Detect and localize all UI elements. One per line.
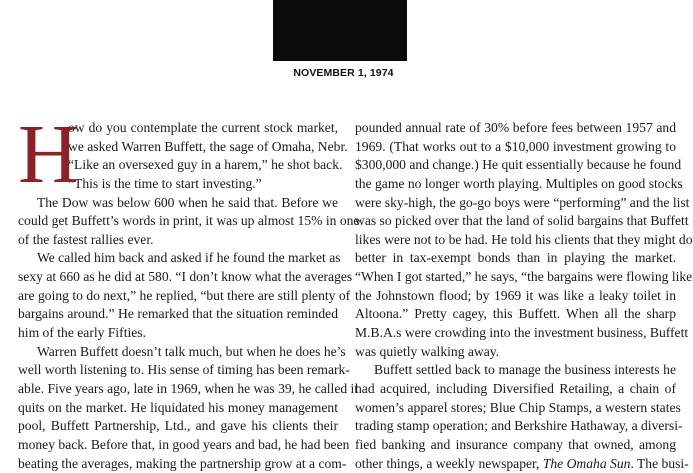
text-line: able. Five years ago, late in 1969, when he was 39, he called it [18,380,359,396]
text-line: Altoona.” Pretty cagey, this Buffett. When all the sharp [355,306,676,322]
text-line: We called him back and asked if he found the market as [37,250,341,266]
text-line: were sky-high, the go-go boys were “performing” and the list [355,194,690,210]
text-line [355,455,689,473]
text-line: Warren Buffett doesn’t talk much, but when he does he’s [37,343,346,359]
text-line: Buffett settled back to manage the business interests he [374,362,676,378]
drop-cap: H [18,108,79,201]
text-line: pool, Buffett Partnership, Ltd., and gave his clients their [18,418,338,434]
text-line-segment: other things, a weekly newspaper, [355,455,543,471]
text-line: him of the early Fifties. [18,325,146,341]
right-column [355,119,693,473]
text-line: beating the averages, making the partnership grow at a com- [18,455,347,471]
dateline: NOVEMBER 1, 1974 [293,67,394,79]
text-line: well worth listening to. His sense of timing has been remark- [18,362,350,378]
text-line-segment: . The busi- [630,455,689,471]
newspaper-title: The Omaha Sun [542,455,631,471]
text-line: of the fastest rallies ever. [18,231,154,247]
text-line: money back. Before that, in good years and bad, he had been [18,436,350,452]
text-line: was so picked over that the land of solid bargains that Buffett [355,213,689,229]
text-line: the game no longer worth playing. Multiples on good stocks [355,175,683,191]
text-line: women’s apparel stores; Blue Chip Stamps, a western states [355,399,681,415]
text-line: had acquired, including Diversified Retailing, a chain of [355,380,676,396]
text-line: better in tax-exempt bonds than in playing the market. [355,250,676,266]
text-line: the Johnstown flood; by 1969 it was like a leaky toilet in [355,287,676,303]
text-line: $300,000 and change.) He quit essentially because he found [355,157,682,173]
text-line: quits on the market. He liquidated his money management [18,399,338,415]
text-line: “This is the time to start investing.” [68,175,262,191]
text-line: was quietly walking away. [355,343,500,359]
text-line: ow do you contemplate the current stock market, [68,120,338,135]
text-line: could get Buffett’s words in print, it was up almost 15% in one [18,213,360,229]
text-line: “When I got started,” he says, “the bargains were flowing like [355,269,693,285]
text-line: M.B.A.s were crowding into the investment business, Buffett [355,325,689,341]
text-line: The Dow was below 600 when he said that. Before we [37,194,338,210]
text-line: pounded annual rate of 30% before fees between 1957 and [355,120,676,135]
text-line: trading stamp operation; and Berkshire Hathaway, a diversi- [355,418,683,434]
text-line: bargains around.” He remarked that the situation reminded [18,306,338,322]
text-line: “Like an oversexed guy in a harem,” he shot back. [68,157,343,173]
left-column [18,108,360,473]
text-line: are going to do next,” he replied, “but there are still plenty of [18,287,351,303]
text-line: sexy at 660 as he did at 580. “I don’t know what the averages [18,269,353,285]
header-black-block [273,0,407,61]
text-line: likes were not to be had. He told his clients that they might do [355,231,693,247]
text-line: fied banking and insurance company that owned, among [355,436,676,452]
text-line: we asked Warren Buffett, the sage of Omaha, Nebr. [68,138,348,154]
text-line: 1969. (That works out to a $10,000 investment growing to [355,138,676,154]
